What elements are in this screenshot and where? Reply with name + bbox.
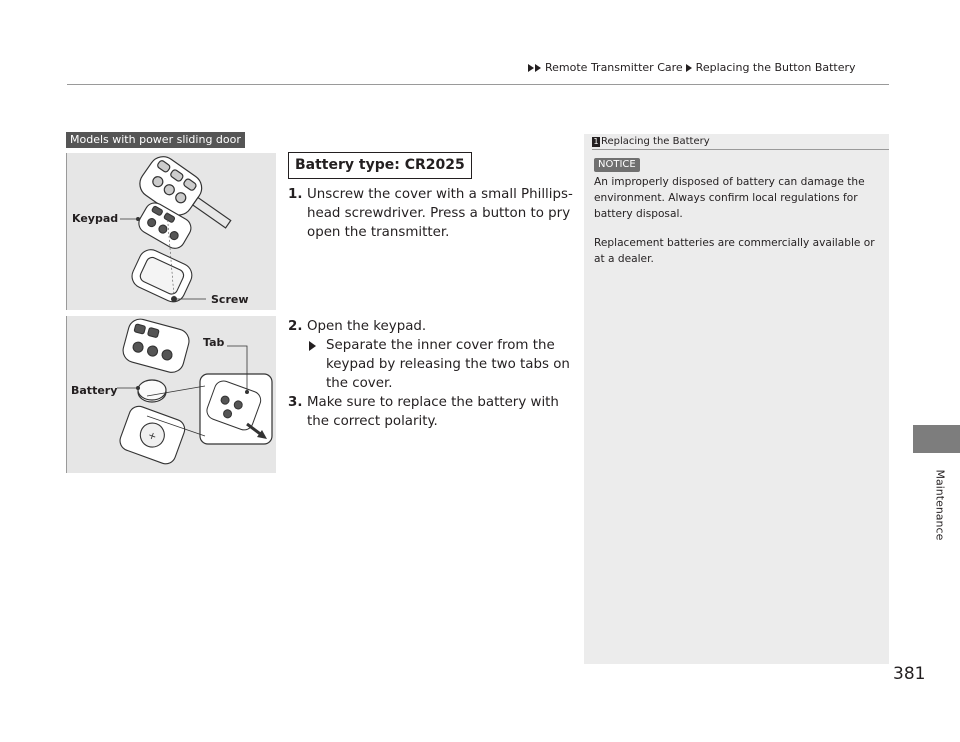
arrow-icon: [309, 341, 316, 351]
notes-heading: [592, 136, 710, 147]
arrow-icon: [535, 64, 541, 72]
step-text: Unscrew the cover with a small Phillips-head screwdriver. Press a button to pry open the transmitter.: [307, 187, 573, 240]
sub-step-text: Separate the inner cover from the keypad by releasing the two tabs on the cover.: [326, 338, 570, 391]
note-text: Replacement batteries are commercially available or at a dealer.: [594, 237, 875, 265]
sub-step: [307, 336, 574, 393]
notes-divider: [592, 149, 889, 150]
note-reference: 1: [593, 136, 599, 146]
step-3: [288, 393, 574, 431]
step-text: Open the keypad.: [307, 319, 427, 334]
section-label: Maintenance: [933, 469, 947, 541]
notes-panel: [584, 134, 889, 664]
notice-text: An improperly disposed of battery can damage the environment. Always confirm local regulations for battery disposal.: [594, 176, 865, 220]
breadcrumb: [528, 61, 859, 74]
models-badge: Models with power sliding door: [66, 132, 245, 148]
arrow-icon: [686, 64, 692, 72]
step-2: [288, 317, 574, 393]
step-1: [288, 185, 574, 242]
section-tab[interactable]: [913, 425, 960, 453]
step-number: 3.: [288, 395, 303, 410]
page-number: 381: [893, 664, 926, 684]
header-divider: [67, 84, 889, 85]
step-number: 1.: [288, 187, 303, 202]
screw-callout: Screw: [211, 293, 249, 306]
notice-badge: NOTICE: [594, 158, 640, 172]
figure-battery-replacement: [66, 316, 276, 473]
transmitter-illustration: [67, 153, 276, 310]
figure-transmitter-open: [66, 153, 276, 310]
svg-text:+: +: [146, 429, 158, 444]
instruction-steps: [288, 185, 574, 431]
keypad-callout: Keypad: [72, 212, 119, 225]
notes-title: Replacing the Battery: [601, 136, 710, 147]
breadcrumb-item[interactable]: Remote Transmitter Care: [545, 61, 683, 74]
battery-callout: Battery: [71, 384, 118, 397]
step-text: Make sure to replace the battery with the correct polarity.: [307, 395, 559, 429]
breadcrumb-item[interactable]: Replacing the Button Battery: [695, 61, 856, 74]
battery-type-box: Battery type: CR2025: [288, 152, 472, 179]
arrow-icon: [528, 64, 534, 72]
step-number: 2.: [288, 319, 303, 334]
tab-callout: Tab: [203, 336, 225, 349]
